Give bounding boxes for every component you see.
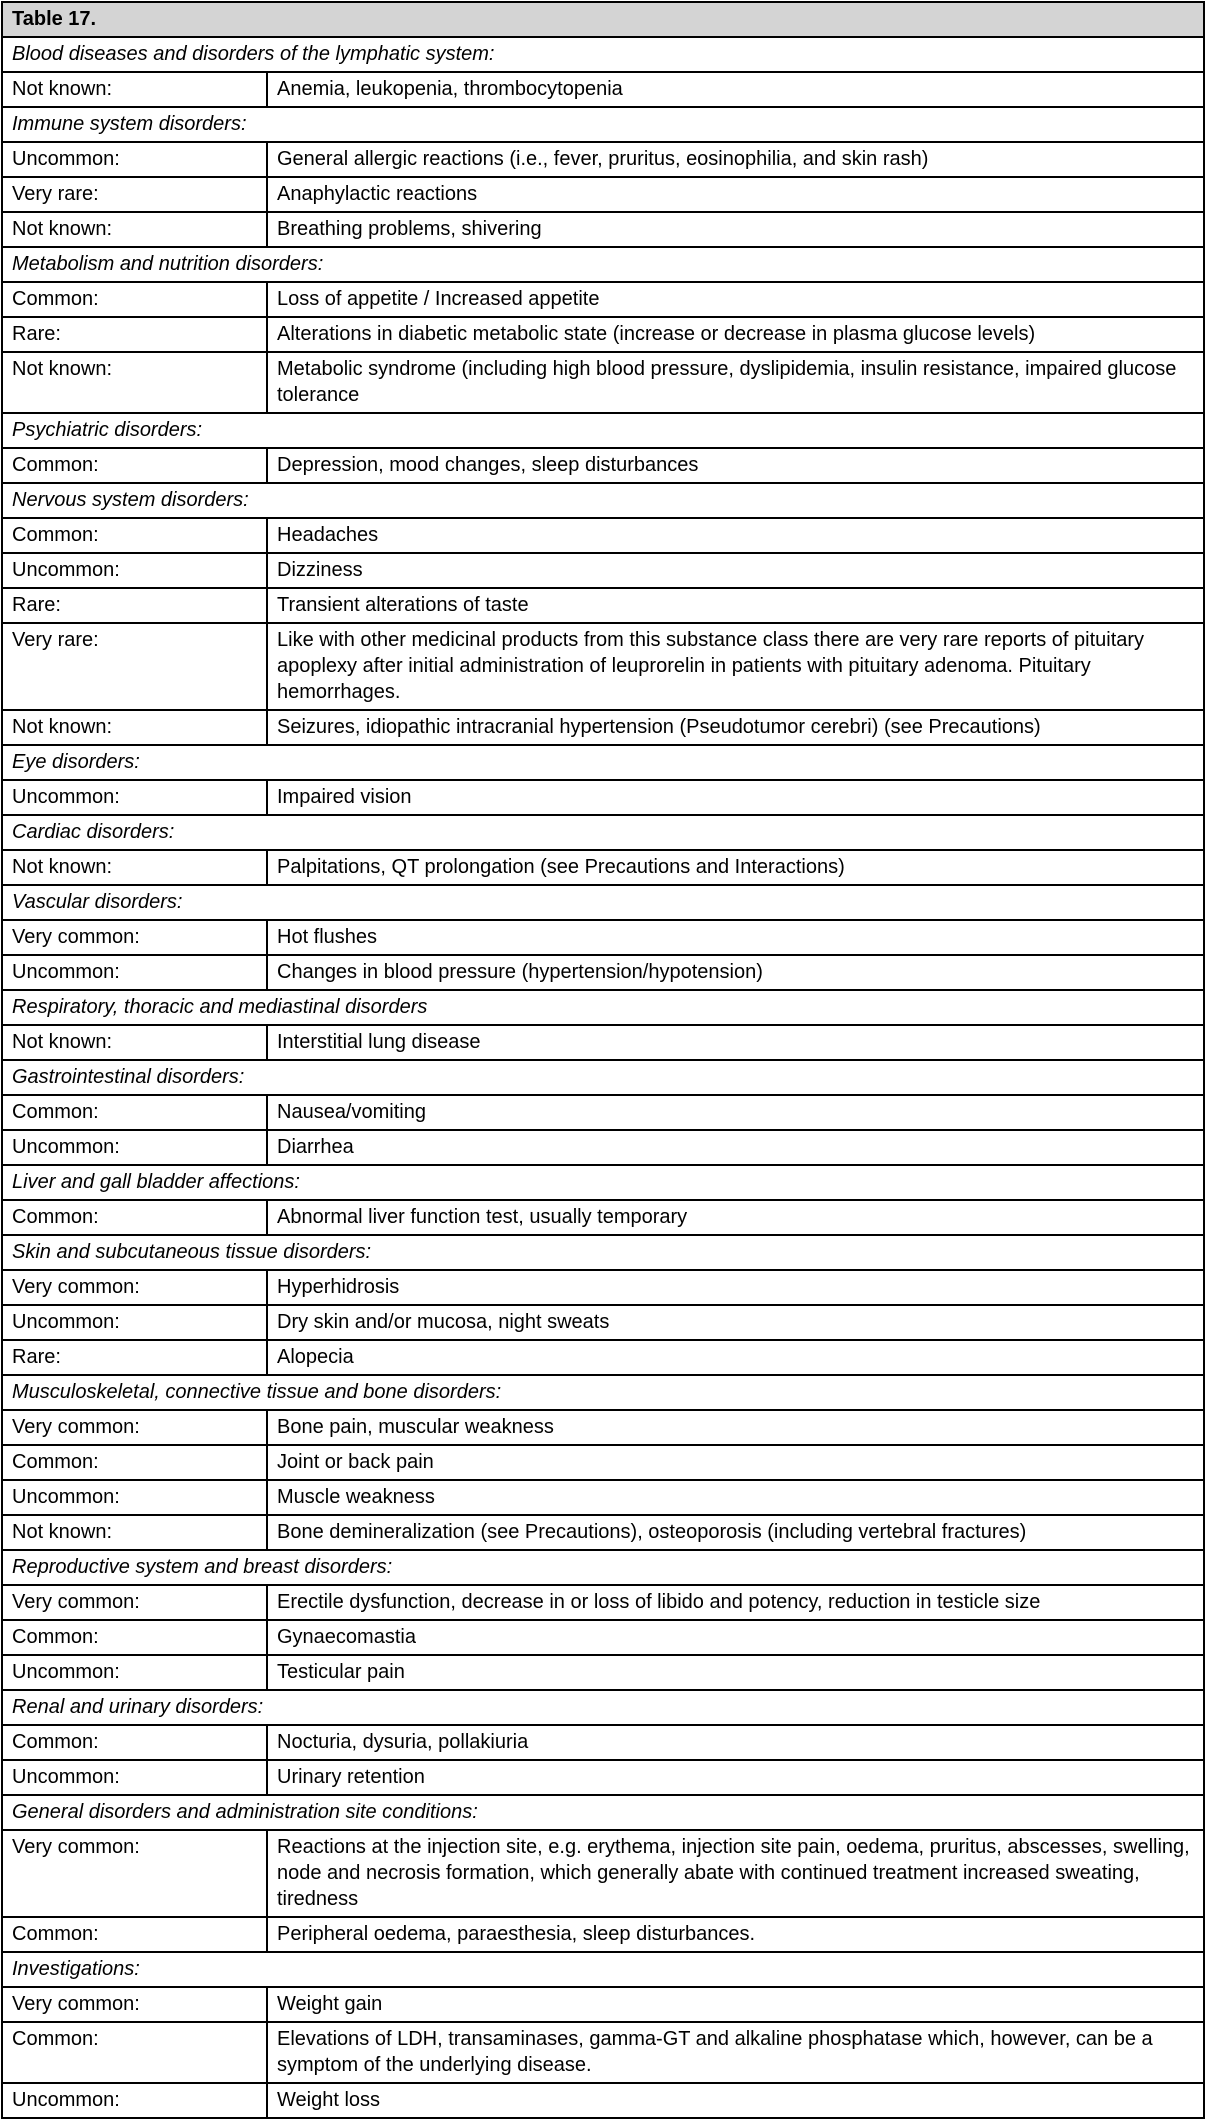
table-body <box>2 2 1204 2118</box>
table-row <box>2 553 1204 588</box>
table-row <box>2 1305 1204 1340</box>
effect-cell: Gynaecomastia <box>267 1620 1204 1655</box>
frequency-cell: Not known: <box>2 352 267 413</box>
effect-cell: Hot flushes <box>267 920 1204 955</box>
effect-cell: Weight gain <box>267 1987 1204 2022</box>
table-row <box>2 920 1204 955</box>
effect-cell: General allergic reactions (i.e., fever, pruritus, eosinophilia, and skin rash) <box>267 142 1204 177</box>
frequency-cell: Uncommon: <box>2 1305 267 1340</box>
frequency-cell: Not known: <box>2 72 267 107</box>
effect-cell: Breathing problems, shivering <box>267 212 1204 247</box>
effect-cell: Nocturia, dysuria, pollakiuria <box>267 1725 1204 1760</box>
section-heading-row <box>2 483 1204 518</box>
section-heading-row <box>2 885 1204 920</box>
effect-cell: Alopecia <box>267 1340 1204 1375</box>
table-row <box>2 623 1204 710</box>
frequency-cell: Uncommon: <box>2 955 267 990</box>
section-heading: Eye disorders: <box>2 745 1204 780</box>
table-row <box>2 1725 1204 1760</box>
frequency-cell: Very common: <box>2 1270 267 1305</box>
frequency-cell: Very common: <box>2 1830 267 1917</box>
frequency-cell: Common: <box>2 282 267 317</box>
frequency-cell: Not known: <box>2 212 267 247</box>
section-heading-row <box>2 815 1204 850</box>
table-row <box>2 1270 1204 1305</box>
frequency-cell: Common: <box>2 1200 267 1235</box>
frequency-cell: Rare: <box>2 317 267 352</box>
section-heading-row <box>2 990 1204 1025</box>
section-heading-row <box>2 1690 1204 1725</box>
title-row <box>2 2 1204 37</box>
effect-cell: Muscle weakness <box>267 1480 1204 1515</box>
frequency-cell: Uncommon: <box>2 1130 267 1165</box>
effect-cell: Reactions at the injection site, e.g. erythema, injection site pain, oedema, pruritus, abscesses, swelling, node and necrosis formation, which generally abate with continued treatment increased sweating, tiredness <box>267 1830 1204 1917</box>
frequency-cell: Very rare: <box>2 177 267 212</box>
section-heading: Metabolism and nutrition disorders: <box>2 247 1204 282</box>
frequency-cell: Not known: <box>2 710 267 745</box>
section-heading: Gastrointestinal disorders: <box>2 1060 1204 1095</box>
section-heading-row <box>2 107 1204 142</box>
section-heading-row <box>2 1060 1204 1095</box>
section-heading: Skin and subcutaneous tissue disorders: <box>2 1235 1204 1270</box>
frequency-cell: Uncommon: <box>2 1480 267 1515</box>
frequency-cell: Rare: <box>2 1340 267 1375</box>
frequency-cell: Uncommon: <box>2 142 267 177</box>
section-heading: Vascular disorders: <box>2 885 1204 920</box>
table-row <box>2 588 1204 623</box>
table-row <box>2 1515 1204 1550</box>
section-heading-row <box>2 1952 1204 1987</box>
frequency-cell: Very common: <box>2 1585 267 1620</box>
effect-cell: Palpitations, QT prolongation (see Precautions and Interactions) <box>267 850 1204 885</box>
effect-cell: Dizziness <box>267 553 1204 588</box>
table-title: Table 17. <box>2 2 1204 37</box>
section-heading-row <box>2 413 1204 448</box>
frequency-cell: Common: <box>2 1917 267 1952</box>
table-row <box>2 212 1204 247</box>
section-heading-row <box>2 1550 1204 1585</box>
effect-cell: Diarrhea <box>267 1130 1204 1165</box>
section-heading-row <box>2 1165 1204 1200</box>
effect-cell: Interstitial lung disease <box>267 1025 1204 1060</box>
effect-cell: Loss of appetite / Increased appetite <box>267 282 1204 317</box>
frequency-cell: Common: <box>2 1725 267 1760</box>
effect-cell: Metabolic syndrome (including high blood pressure, dyslipidemia, insulin resistance, impaired glucose tolerance <box>267 352 1204 413</box>
effect-cell: Weight loss <box>267 2083 1204 2118</box>
table-row <box>2 780 1204 815</box>
section-heading: Nervous system disorders: <box>2 483 1204 518</box>
frequency-cell: Common: <box>2 2022 267 2083</box>
frequency-cell: Not known: <box>2 1515 267 1550</box>
effect-cell: Dry skin and/or mucosa, night sweats <box>267 1305 1204 1340</box>
section-heading: Investigations: <box>2 1952 1204 1987</box>
effect-cell: Depression, mood changes, sleep disturbances <box>267 448 1204 483</box>
table-row <box>2 955 1204 990</box>
frequency-cell: Common: <box>2 448 267 483</box>
effect-cell: Like with other medicinal products from this substance class there are very rare reports of pituitary apoplexy after initial administration of leuprorelin in patients with pituitary adenoma. Pituitary hemorrhages. <box>267 623 1204 710</box>
effect-cell: Peripheral oedema, paraesthesia, sleep disturbances. <box>267 1917 1204 1952</box>
table-row <box>2 1830 1204 1917</box>
section-heading-row <box>2 247 1204 282</box>
effect-cell: Bone demineralization (see Precautions), osteoporosis (including vertebral fractures) <box>267 1515 1204 1550</box>
effect-cell: Anaphylactic reactions <box>267 177 1204 212</box>
effect-cell: Abnormal liver function test, usually temporary <box>267 1200 1204 1235</box>
frequency-cell: Uncommon: <box>2 1760 267 1795</box>
table-row <box>2 142 1204 177</box>
effect-cell: Headaches <box>267 518 1204 553</box>
table-row <box>2 2083 1204 2118</box>
frequency-cell: Not known: <box>2 1025 267 1060</box>
table-row <box>2 710 1204 745</box>
table-row <box>2 177 1204 212</box>
frequency-cell: Common: <box>2 1445 267 1480</box>
table-row <box>2 1340 1204 1375</box>
section-heading-row <box>2 745 1204 780</box>
table-row <box>2 518 1204 553</box>
table-row <box>2 352 1204 413</box>
table-row <box>2 282 1204 317</box>
adverse-reactions-table <box>1 1 1205 2119</box>
section-heading: Musculoskeletal, connective tissue and bone disorders: <box>2 1375 1204 1410</box>
table-row <box>2 1410 1204 1445</box>
frequency-cell: Not known: <box>2 850 267 885</box>
section-heading: Renal and urinary disorders: <box>2 1690 1204 1725</box>
frequency-cell: Very common: <box>2 920 267 955</box>
effect-cell: Impaired vision <box>267 780 1204 815</box>
effect-cell: Erectile dysfunction, decrease in or loss of libido and potency, reduction in testicle size <box>267 1585 1204 1620</box>
frequency-cell: Very rare: <box>2 623 267 710</box>
frequency-cell: Common: <box>2 518 267 553</box>
table-row <box>2 1480 1204 1515</box>
effect-cell: Testicular pain <box>267 1655 1204 1690</box>
section-heading: Immune system disorders: <box>2 107 1204 142</box>
table-row <box>2 448 1204 483</box>
effect-cell: Elevations of LDH, transaminases, gamma-GT and alkaline phosphatase which, however, can be a symptom of the underlying disease. <box>267 2022 1204 2083</box>
table-row <box>2 1025 1204 1060</box>
section-heading: Liver and gall bladder affections: <box>2 1165 1204 1200</box>
table-row <box>2 1200 1204 1235</box>
section-heading-row <box>2 1235 1204 1270</box>
table-row <box>2 1620 1204 1655</box>
section-heading-row <box>2 37 1204 72</box>
table-row <box>2 1130 1204 1165</box>
frequency-cell: Uncommon: <box>2 2083 267 2118</box>
effect-cell: Bone pain, muscular weakness <box>267 1410 1204 1445</box>
effect-cell: Changes in blood pressure (hypertension/hypotension) <box>267 955 1204 990</box>
adverse-reactions-table-container <box>1 1 1203 2119</box>
section-heading: Blood diseases and disorders of the lymphatic system: <box>2 37 1204 72</box>
effect-cell: Urinary retention <box>267 1760 1204 1795</box>
table-row <box>2 1095 1204 1130</box>
frequency-cell: Uncommon: <box>2 780 267 815</box>
table-row <box>2 1655 1204 1690</box>
effect-cell: Nausea/vomiting <box>267 1095 1204 1130</box>
effect-cell: Transient alterations of taste <box>267 588 1204 623</box>
section-heading-row <box>2 1795 1204 1830</box>
frequency-cell: Very common: <box>2 1410 267 1445</box>
frequency-cell: Very common: <box>2 1987 267 2022</box>
table-row <box>2 1987 1204 2022</box>
section-heading: Respiratory, thoracic and mediastinal disorders <box>2 990 1204 1025</box>
table-row <box>2 850 1204 885</box>
frequency-cell: Uncommon: <box>2 1655 267 1690</box>
effect-cell: Joint or back pain <box>267 1445 1204 1480</box>
table-row <box>2 2022 1204 2083</box>
table-row <box>2 1917 1204 1952</box>
section-heading: Cardiac disorders: <box>2 815 1204 850</box>
table-row <box>2 1445 1204 1480</box>
section-heading-row <box>2 1375 1204 1410</box>
section-heading: Psychiatric disorders: <box>2 413 1204 448</box>
frequency-cell: Uncommon: <box>2 553 267 588</box>
table-row <box>2 317 1204 352</box>
effect-cell: Anemia, leukopenia, thrombocytopenia <box>267 72 1204 107</box>
frequency-cell: Rare: <box>2 588 267 623</box>
effect-cell: Hyperhidrosis <box>267 1270 1204 1305</box>
frequency-cell: Common: <box>2 1620 267 1655</box>
section-heading: Reproductive system and breast disorders: <box>2 1550 1204 1585</box>
section-heading: General disorders and administration site conditions: <box>2 1795 1204 1830</box>
table-row <box>2 1585 1204 1620</box>
table-row <box>2 1760 1204 1795</box>
frequency-cell: Common: <box>2 1095 267 1130</box>
table-row <box>2 72 1204 107</box>
effect-cell: Seizures, idiopathic intracranial hypertension (Pseudotumor cerebri) (see Precautions) <box>267 710 1204 745</box>
effect-cell: Alterations in diabetic metabolic state (increase or decrease in plasma glucose levels) <box>267 317 1204 352</box>
